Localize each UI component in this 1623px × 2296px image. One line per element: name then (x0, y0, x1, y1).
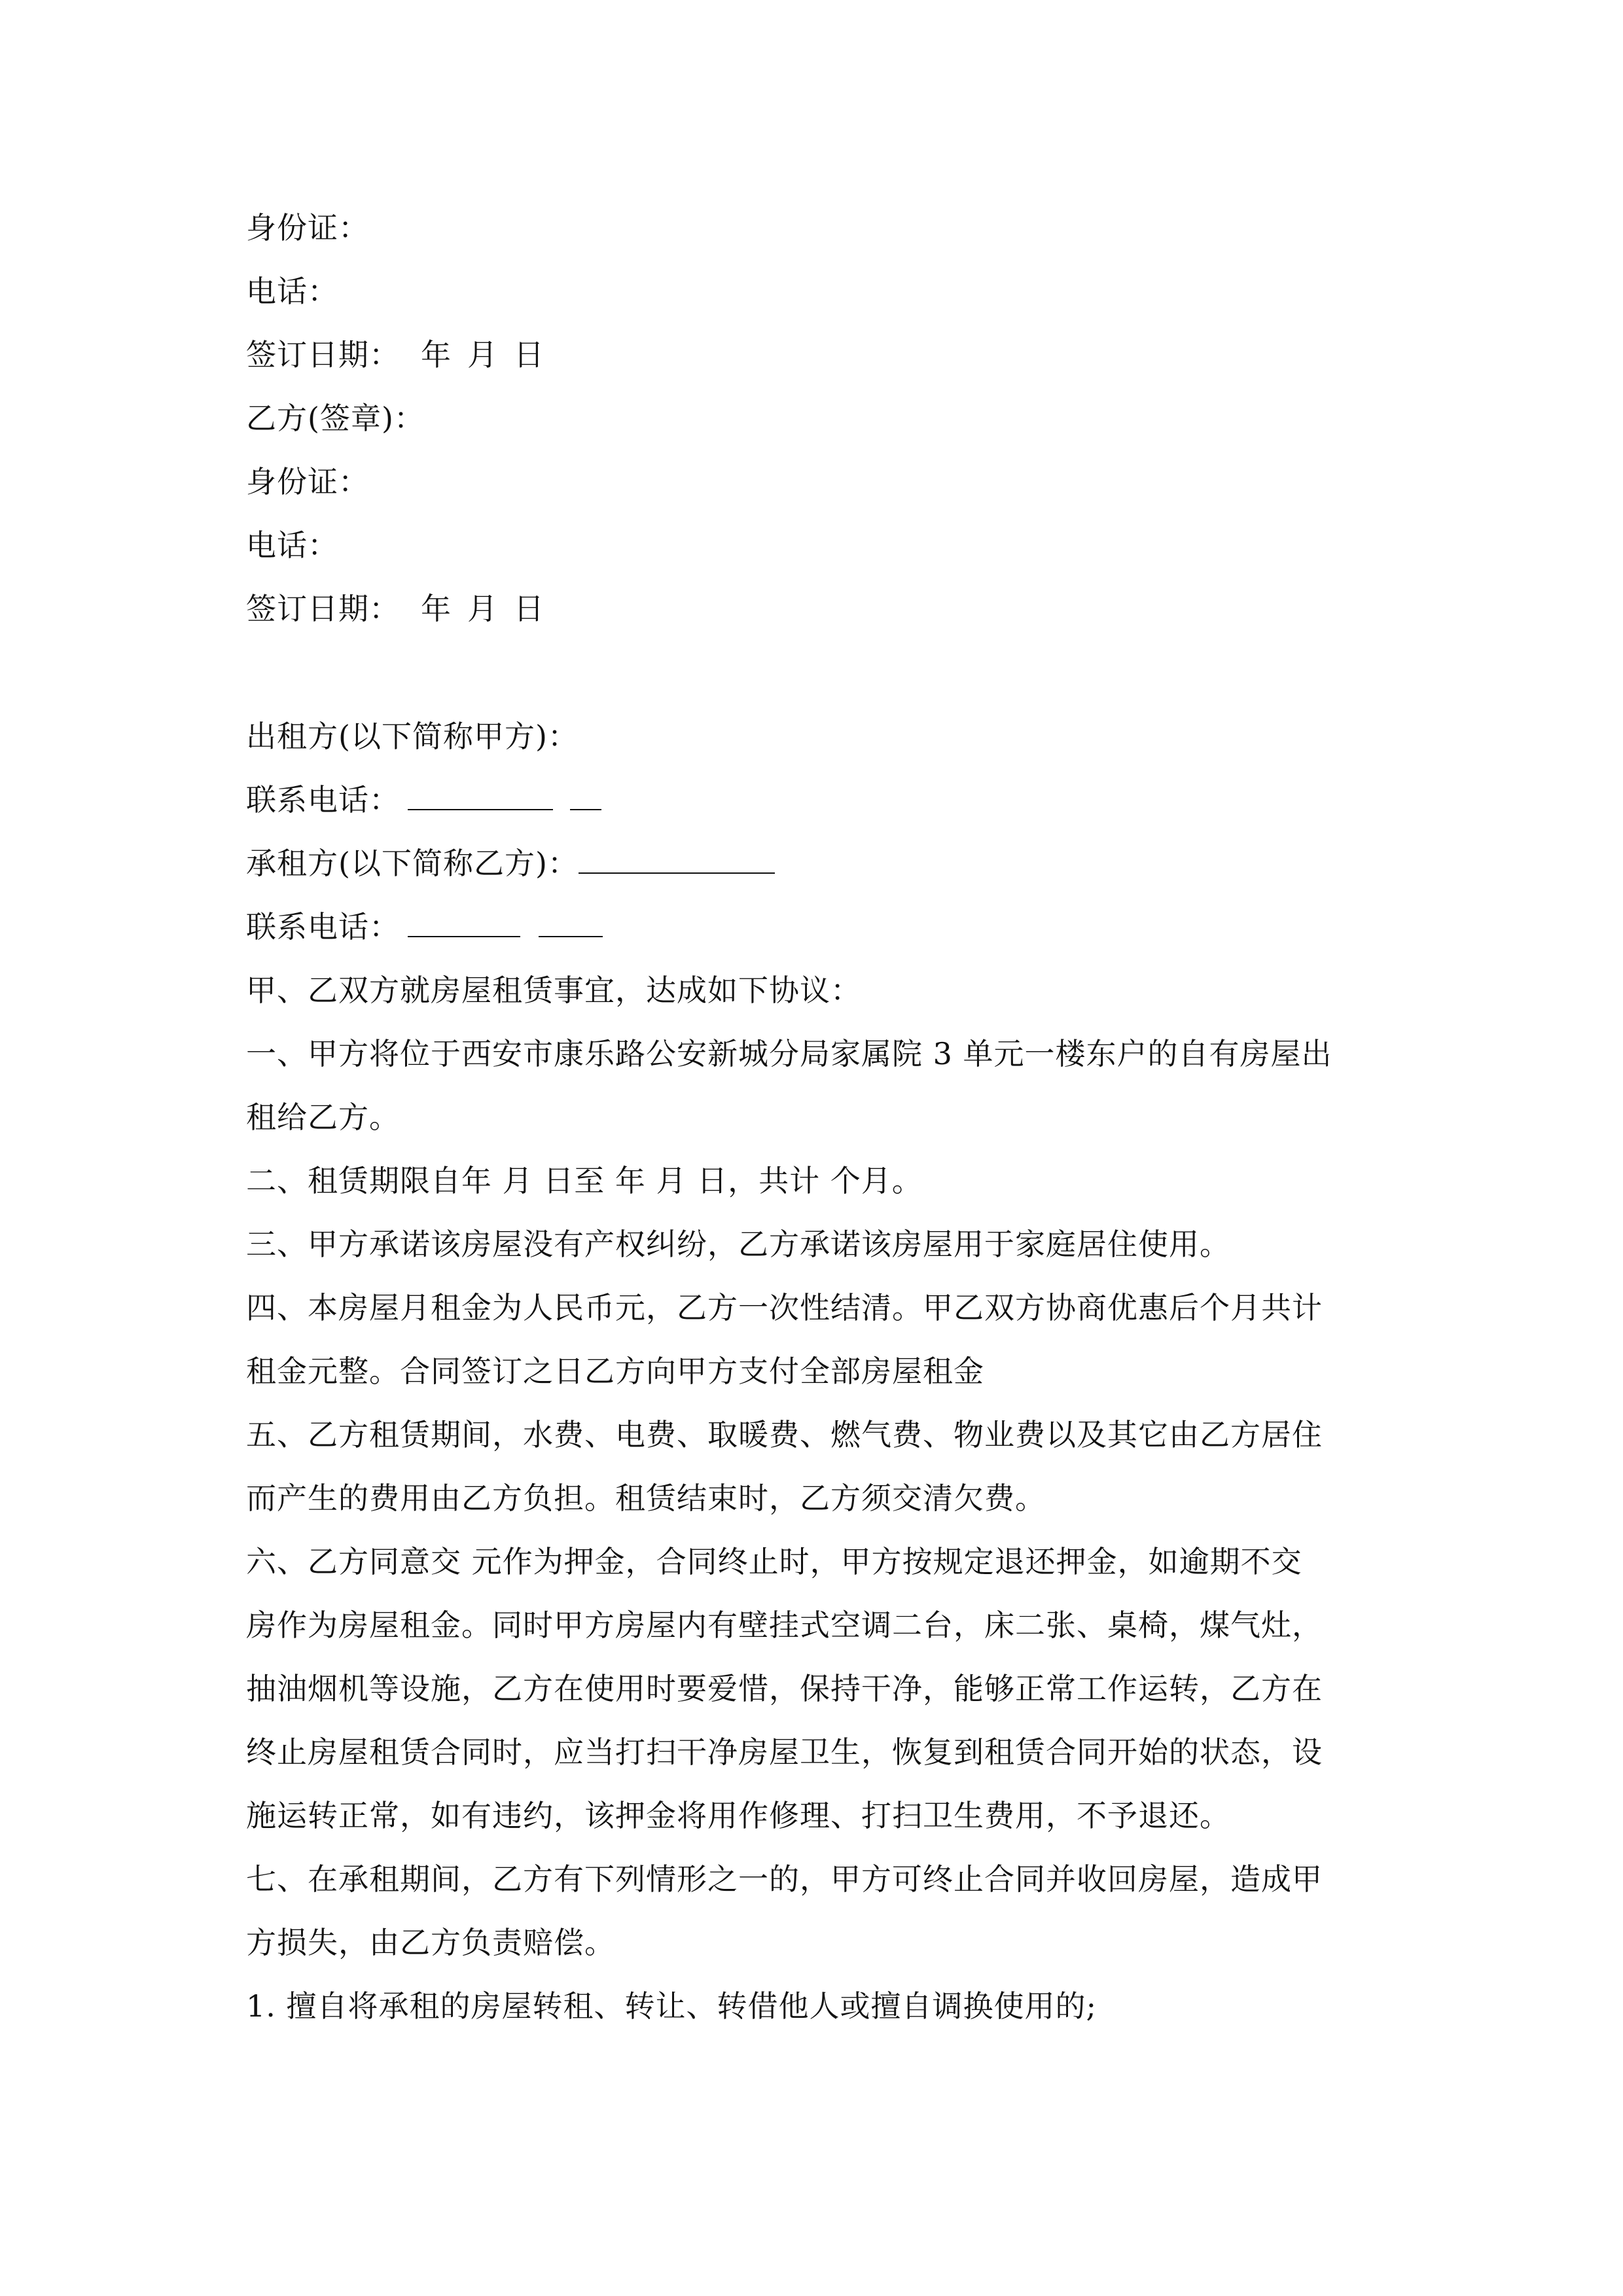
party-a-sign-date (246, 335, 544, 374)
clause-line: 五、乙方租赁期间，水费、电费、取暖费、燃气费、物业费以及其它由乙方居住 (246, 1417, 1323, 1452)
party-a-phone-label: 电话： (246, 274, 338, 309)
clause-line: 三、甲方承诺该房屋没有产权纠纷，乙方承诺该房屋用于家庭居住使用。 (246, 1227, 1230, 1262)
lessor-phone-blank-2 (570, 783, 601, 810)
clause-line: 终止房屋租赁合同时，应当打扫干净房屋卫生，恢复到租赁合同开始的状态，设 (246, 1734, 1323, 1770)
party-a-id-label: 身份证： (246, 210, 369, 245)
clause-line: 六、乙方同意交 元作为押金，合同终止时，甲方按规定退还押金，如逾期不交 (246, 1544, 1302, 1579)
lessee-phone-label: 联系电话： (246, 909, 400, 944)
clause-line: 二、租赁期限自年 月 日至 年 月 日，共计 个月。 (246, 1163, 923, 1198)
party-b-date-month: 月 (467, 591, 498, 626)
clause-line: 抽油烟机等设施，乙方在使用时要爱惜，保持干净，能够正常工作运转，乙方在 (246, 1671, 1323, 1706)
clause-line: 四、本房屋月租金为人民币元，乙方一次性结清。甲乙双方协商优惠后个月共计 (246, 1290, 1323, 1325)
clause-line: 租金元整。合同签订之日乙方向甲方支付全部房屋租金 (246, 1354, 984, 1389)
party-a-date-month: 月 (467, 337, 498, 372)
lessee-phone-row (246, 907, 603, 946)
clause-line: 一、甲方将位于西安市康乐路公安新城分局家属院 3 单元一楼东户的自有房屋出 (246, 1036, 1332, 1071)
clause-line: 七、在承租期间，乙方有下列情形之一的，甲方可终止合同并收回房屋，造成甲 (246, 1861, 1323, 1897)
party-b-date-day: 日 (514, 591, 544, 626)
lessee-blank (579, 846, 775, 874)
lessor-phone-label: 联系电话： (246, 782, 400, 817)
lessor-label: 出租方(以下简称甲方)： (246, 719, 579, 754)
clause-line: 而产生的费用由乙方负担。租赁结束时，乙方须交清欠费。 (246, 1480, 1046, 1516)
lessor-phone-blank (408, 783, 553, 810)
clause-line: 房作为房屋租金。同时甲方房屋内有壁挂式空调二台，床二张、桌椅，煤气灶， (246, 1607, 1323, 1643)
party-b-id-label: 身份证： (246, 464, 369, 499)
lessee-row (246, 844, 775, 883)
lessee-label: 承租方(以下简称乙方)： (246, 846, 579, 881)
lessee-phone-blank-2 (539, 910, 603, 937)
contract-intro: 甲、乙双方就房屋租赁事宜，达成如下协议： (246, 973, 861, 1008)
clause-line: 方损失，由乙方负责赔偿。 (246, 1925, 615, 1960)
party-b-sign-date (246, 589, 544, 628)
party-b-date-label: 签订日期： (246, 591, 400, 626)
party-b-title: 乙方(签章)： (246, 401, 425, 436)
party-a-date-label: 签订日期： (246, 337, 400, 372)
clause-line: 1. 擅自将承租的房屋转租、转让、转借他人或擅自调换使用的; (246, 1988, 1097, 2024)
lessee-phone-blank (408, 910, 520, 937)
lessor-phone-row (246, 780, 601, 819)
party-b-phone-label: 电话： (246, 528, 338, 563)
party-b-date-year: 年 (421, 591, 452, 626)
clause-line: 施运转正常，如有违约，该押金将用作修理、打扫卫生费用，不予退还。 (246, 1798, 1230, 1833)
party-a-date-year: 年 (421, 337, 452, 372)
party-a-date-day: 日 (514, 337, 544, 372)
clause-line: 租给乙方。 (246, 1100, 400, 1135)
